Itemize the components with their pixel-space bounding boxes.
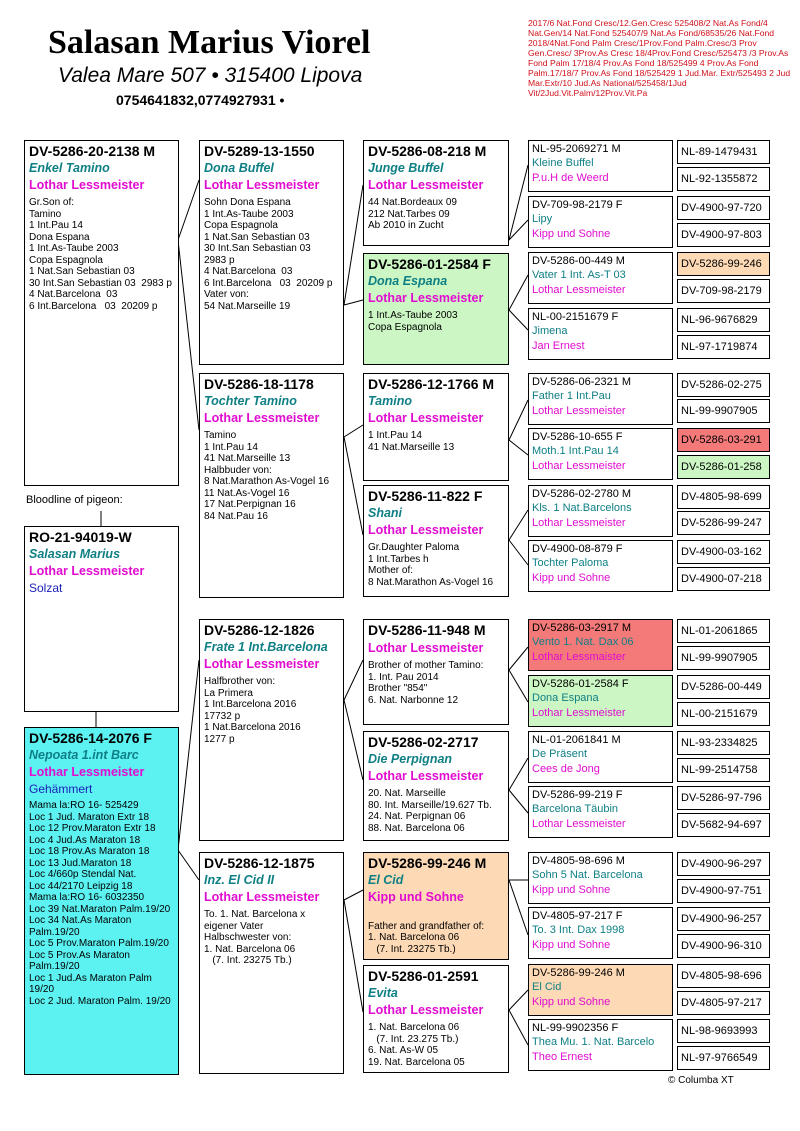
result-line: Gr.Son of: [29,197,75,208]
gen5-ring[interactable]: NL-97-1719874 [677,335,770,359]
result-line: 1 Int.As-Taube 2003 [368,310,458,321]
gen3-results [368,788,504,834]
gen4-card[interactable] [528,373,673,425]
gen4-card[interactable] [528,786,673,838]
result-line: 88. Nat. Barcelona 06 [368,822,465,834]
result-line: Loc 44/2170 Leipzig 18 [29,880,133,892]
gen3-name: Die Perpignan [368,752,453,766]
gen4-name: Kleine Buffel [532,157,594,169]
gen4-name: Sohn 5 Nat. Barcelona [532,869,643,881]
result-line: Loc 12 Prov.Maraton Extr 18 [29,823,156,834]
result-line: 1. Nat. Barcelona 06 [204,943,296,955]
gen3-card[interactable] [363,731,509,841]
result-line: 212 Nat.Tarbes 09 [368,208,450,220]
gen3-name: Shani [368,506,403,520]
result-line: 8 Nat.Marathon As-Vogel 16 [368,576,494,588]
result-line: Loc 1 Jud.As Maraton Palm 19/20 [29,972,155,995]
result-line: Mama la:RO 16- 6032350 [29,892,145,903]
gen3-card[interactable] [363,965,509,1073]
gen4-name: Father 1 Int.Pau [532,390,611,402]
gen4-card[interactable] [528,196,673,248]
gen2-name: Tochter Tamino [204,394,297,408]
gen4-card[interactable] [528,308,673,360]
gen2-results [204,430,339,522]
result-line: Dona Espana [29,231,90,243]
gen5-ring[interactable]: NL-92-1355872 [677,167,770,191]
result-line: Loc 13 Jud.Maraton 18 [29,857,132,869]
gen3-breeder: Lothar Lessmeister [368,1003,484,1017]
gen2-name: Inz. El Cid II [204,873,275,887]
result-line: 41 Nat.Marseille 13 [368,441,455,453]
subject-color: Solzat [29,581,63,595]
gen4-name: Vento 1. Nat. Dax 06 [532,636,634,648]
result-line: Halfbrother von: [204,676,276,687]
gen5-ring[interactable]: DV-4900-03-162 [677,540,770,564]
result-line: 41 Nat.Marseille 13 [204,453,291,464]
gen4-name: Barcelona Täubin [532,803,619,815]
gen4-breeder: Lothar Lessmaister [532,651,626,663]
owner-address: Valea Mare 507 • 315400 Lipova [58,64,363,87]
gen2-name: Frate 1 Int.Barcelona [204,640,328,654]
gen4-breeder: Kipp und Sohne [532,996,611,1008]
result-line: Vater von: [204,289,249,300]
gen5-ring[interactable]: NL-00-2151679 [677,702,770,726]
gen4-name: Kls. 1 Nat.Barcelons [532,502,632,514]
result-line: Loc 34 Nat.As Maraton Palm.19/20 [29,915,135,938]
gen4-breeder: Kipp und Sohne [532,572,611,584]
gen5-ring[interactable]: NL-96-9676829 [677,308,770,332]
gen5-ring[interactable]: NL-97-9766549 [677,1046,770,1070]
result-line: 6 Int.Barcelona 03 20209 p [204,277,333,289]
gen5-ring[interactable]: DV-4805-98-699 [677,485,770,509]
gen4-breeder: Lothar Lessmeister [532,707,626,719]
gen3-breeder: Lothar Lessmeister [368,291,484,305]
gen4-ring: DV-5286-99-246 M [532,967,625,979]
result-line: Loc 5 Prov.As Maraton Palm.19/20 [29,949,133,972]
gen5-ring[interactable]: DV-4900-97-751 [677,879,770,903]
gen3-ring: DV-5286-11-948 M [368,622,486,638]
gen2-card[interactable] [199,852,344,1074]
gen5-ring[interactable]: NL-99-9907905 [677,399,770,423]
gen4-ring: DV-5286-01-2584 F [532,678,629,690]
owner-phone: 0754641832,0774927931 • [116,92,285,108]
result-line: 1 Nat.Barcelona 2016 [204,722,301,733]
gen5-ring[interactable]: NL-89-1479431 [677,140,770,164]
gen4-breeder: Lothar Lessmeister [532,405,626,417]
gen4-card[interactable] [528,964,673,1016]
gen5-ring[interactable]: DV-4805-97-217 [677,991,770,1015]
result-line: Loc 39 Nat.Maraton Palm.19/20 [29,903,171,915]
result-line: (7. Int. 23.275 Tb.) [368,1033,459,1045]
sire-ring: DV-5286-20-2138 M [29,143,156,159]
gen4-ring: DV-4805-97-217 F [532,910,623,922]
gen3-ring: DV-5286-99-246 M [368,855,487,871]
gen2-card[interactable] [199,140,344,365]
gen3-ring: DV-5286-01-2584 F [368,256,491,272]
gen4-breeder: Kipp und Sohne [532,939,611,951]
result-line: Halbschwester von: [204,932,292,943]
gen4-card[interactable] [528,252,673,304]
gen4-card[interactable] [528,907,673,959]
subject-name: Salasan Marius [29,547,121,561]
result-line: 24. Nat. Perpignan 06 [368,811,466,822]
gen4-ring: DV-5286-03-2917 M [532,622,632,634]
gen3-results [368,909,504,955]
gen3-breeder: Lothar Lessmeister [368,769,484,783]
result-line: Copa Espagnola [368,321,442,333]
result-line: 11 Nat.As-Vogel 16 [204,487,290,499]
result-line: 1 Int.Pau 14 [368,430,422,441]
gen3-card[interactable] [363,373,509,481]
result-line: Gr.Daughter Paloma [368,542,460,553]
gen5-ring[interactable]: DV-4900-07-218 [677,567,770,591]
result-line: 6. Nat. Narbonne 12 [368,694,459,706]
gen5-ring[interactable]: NL-99-2514758 [677,758,770,782]
result-line: 1 Int.Pau 14 [29,220,83,231]
gen5-ring[interactable]: DV-5286-97-796 [677,786,770,810]
result-line: 17732 p [204,710,241,722]
result-line: 1 Nat.San Sebastian 03 [204,231,310,243]
result-line: 1277 p [204,733,235,745]
result-line: Loc 18 Prov.As Maraton 18 [29,846,150,857]
gen4-card[interactable] [528,140,673,192]
gen2-breeder: Lothar Lessmeister [204,411,320,425]
gen3-breeder: Lothar Lessmeister [368,178,484,192]
gen3-name: Dona Espana [368,274,448,288]
result-line: Mama la:RO 16- 525429 [29,800,139,811]
gen3-ring: DV-5286-08-218 M [368,143,487,159]
gen3-breeder: Lothar Lessmeister [368,641,484,655]
result-line [368,909,504,921]
result-line: 1 Int.As-Taube 2003 [29,243,119,254]
sire-breeder: Lothar Lessmeister [29,178,145,192]
gen4-name: Vater 1 Int. As-T 03 [532,269,626,281]
result-line: 4 Nat.Barcelona 03 [29,289,118,300]
gen4-ring: DV-5286-00-449 M [532,255,625,267]
result-line: Copa Espagnola [29,254,103,266]
gen4-breeder: Lothar Lessmeister [532,284,626,296]
gen4-ring: NL-95-2069271 M [532,143,621,155]
dam-breeder: Lothar Lessmeister [29,765,145,779]
result-line: 44 Nat.Bordeaux 09 [368,197,457,208]
gen3-card[interactable] [363,619,509,725]
result-line: 19. Nat. Barcelona 05 [368,1056,465,1068]
result-line: Tamino [29,208,62,220]
gen4-card[interactable] [528,852,673,904]
result-line: 54 Nat.Marseille 19 [204,300,291,312]
dam-color: Gehämmert [29,782,93,796]
gen5-ring[interactable]: DV-5286-02-275 [677,373,770,397]
result-line: Tamino [204,430,237,441]
result-line: To. 1. Nat. Barcelona x [204,909,306,920]
result-line: 80. Int. Marseille/19.627 Tb. [368,799,492,811]
sire-results [29,197,174,312]
gen4-name: Dona Espana [532,692,599,704]
result-line: 30 Int.San Sebastian 03 2983 p [29,277,172,289]
gen3-results [368,1022,504,1068]
subject-card[interactable] [24,526,179,712]
result-line: Loc 2 Jud. Maraton Palm. 19/20 [29,995,171,1007]
gen4-name: El Cid [532,981,562,993]
gen5-ring[interactable]: DV-4900-96-257 [677,907,770,931]
result-line: 84 Nat.Pau 16 [204,510,268,522]
result-line: Loc 1 Jud. Maraton Extr 18 [29,811,150,823]
result-line: 2983 p [204,254,235,266]
bloodline-label: Bloodline of pigeon: [26,494,123,506]
gen5-ring[interactable]: NL-99-9907905 [677,646,770,670]
gen4-card[interactable] [528,540,673,592]
result-line: (7. Int. 23275 Tb.) [368,943,456,955]
result-line: 1 Nat.San Sebastian 03 [29,266,135,277]
gen4-ring: DV-4900-08-879 F [532,543,623,555]
gen4-ring: DV-4805-98-696 M [532,855,625,867]
gen4-name: Moth.1 Int.Pau 14 [532,445,619,457]
gen4-name: Lipy [532,213,553,225]
gen4-card[interactable] [528,731,673,783]
gen2-card[interactable] [199,619,344,841]
gen4-card[interactable] [528,675,673,727]
gen4-breeder: P.u.H de Weerd [532,172,609,184]
gen4-ring: DV-5286-06-2321 M [532,376,632,388]
gen5-ring[interactable]: DV-5286-01-258 [677,455,770,479]
gen5-ring[interactable]: DV-5286-99-246 [677,252,770,276]
gen3-breeder: Kipp und Sohne [368,890,464,904]
gen4-ring: DV-709-98-2179 F [532,199,623,211]
dam-results [29,800,174,1007]
gen2-card[interactable] [199,373,344,598]
gen2-results [204,676,339,745]
gen5-ring[interactable]: DV-4900-97-803 [677,223,770,247]
sire-name: Enkel Tamino [29,161,110,175]
gen3-ring: DV-5286-01-2591 [368,968,479,984]
result-line: 4 Nat.Barcelona 03 [204,266,293,277]
gen5-ring[interactable]: DV-709-98-2179 [677,279,770,303]
gen3-name: Junge Buffel [368,161,444,175]
result-line: eigener Vater [204,920,264,932]
gen4-breeder: Cees de Jong [532,763,600,775]
result-line: Loc 4/660p Stendal Nat. [29,869,137,880]
gen5-ring[interactable]: NL-98-9693993 [677,1019,770,1043]
gen3-ring: DV-5286-11-822 F [368,488,483,504]
result-line: 1 Int.Tarbes h [368,553,429,565]
gen2-breeder: Lothar Lessmeister [204,890,320,904]
gen4-card[interactable] [528,1019,673,1071]
result-line: Halbbuder von: [204,464,272,476]
gen4-breeder: Lothar Lessmeister [532,818,626,830]
gen4-ring: DV-5286-10-655 F [532,431,623,443]
result-line: Mother of: [368,565,414,576]
gen5-ring[interactable]: NL-01-2061865 [677,619,770,643]
gen4-card[interactable] [528,485,673,537]
result-line: 1 Int.As-Taube 2003 [204,208,294,220]
result-line: 8 Nat.Marathon As-Vogel 16 [204,476,330,487]
gen4-ring: DV-5286-02-2780 M [532,488,632,500]
result-line: 20. Nat. Marseille [368,788,446,799]
copyright-note: © Columba XT [668,1075,734,1086]
gen4-ring: NL-01-2061841 M [532,734,621,746]
gen3-ring: DV-5286-12-1766 M [368,376,495,392]
gen2-name: Dona Buffel [204,161,274,175]
result-line: Brother of mother Tamino: [368,660,484,671]
gen3-card[interactable] [363,140,509,246]
dam-ring: DV-5286-14-2076 F [29,730,152,746]
result-line: 1. Nat. Barcelona 06 [368,932,460,943]
gen3-ring: DV-5286-02-2717 [368,734,479,750]
subject-breeder: Lothar Lessmeister [29,564,145,578]
gen4-breeder: Kipp und Sohne [532,228,611,240]
gen4-name: To. 3 Int. Dax 1998 [532,924,625,936]
gen5-ring[interactable]: DV-4900-96-310 [677,934,770,958]
gen2-results [204,909,339,967]
gen2-ring: DV-5289-13-1550 [204,143,315,159]
results-note: 2017/6 Nat.Fond Cresc/12.Gen.Cresc 525408/2 Nat.As Fond/4 Nat.Gen/14 Nat.Fond 525407/9 Nat.As Fond/68535/26 Nat.Fond 2018/4Nat.Fond Palm Cresc/1Prov.Fond Palm.Cresc/3 Prov Gen.Cresc/ 3Prov.As Cresc 18/4Prov.Fond Cresc/525473 /3 Prov.As Fond Palm 17/18/4 Prov.As Fond 18/525499 4 Prov.As Fond Palm.17/18/7 Prov.As Fond 18/525429 1 Jud.Mar. Extr/525493 2 Jud Mar.Extr/10 Jud.As National/525458/1Jud Vit/2Jud.Vit.Palm/12Prov.Vit.Pa [528,18,791,98]
result-line: 1 Int.Barcelona 2016 [204,699,297,710]
gen3-results [368,310,504,333]
gen5-ring[interactable]: DV-4900-96-297 [677,852,770,876]
gen5-ring[interactable]: DV-5286-00-449 [677,675,770,699]
result-line: 17 Nat.Perpignan 16 [204,499,296,510]
gen4-name: Thea Mu. 1. Nat. Barcelo [532,1036,655,1048]
gen2-ring: DV-5286-12-1875 [204,855,315,871]
result-line: La Primera [204,687,253,699]
result-line: Loc 5 Prov.Maraton Palm.19/20 [29,938,169,949]
dam-card[interactable] [24,727,179,1075]
gen3-results [368,660,504,706]
gen3-name: El Cid [368,873,404,887]
result-line: Ab 2010 in Zucht [368,220,444,231]
result-line: Copa Espagnola [204,220,278,231]
result-line: 30 Int.San Sebastian 03 [204,243,311,254]
gen3-results [368,430,504,453]
result-line: 1. Nat. Barcelona 06 [368,1022,460,1033]
gen4-ring: NL-00-2151679 F [532,311,619,323]
result-line: Father and grandfather of: [368,920,485,932]
gen4-ring: NL-99-9902356 F [532,1022,619,1034]
gen2-breeder: Lothar Lessmeister [204,657,320,671]
gen4-name: De Präsent [532,748,588,760]
gen5-ring[interactable]: NL-93-2334825 [677,731,770,755]
result-line: Loc 4 Jud.As Maraton 18 [29,834,141,846]
gen3-results [368,542,504,588]
gen4-card[interactable] [528,428,673,480]
gen3-name: Evita [368,986,398,1000]
gen5-ring[interactable]: DV-5682-94-697 [677,813,770,837]
gen3-breeder: Lothar Lessmeister [368,411,484,425]
gen2-ring: DV-5286-12-1826 [204,622,315,638]
gen3-name: Tamino [368,394,412,408]
gen4-ring: DV-5286-99-219 F [532,789,623,801]
gen4-breeder: Lothar Lessmeister [532,517,626,529]
gen2-results [204,197,339,312]
gen3-card[interactable] [363,485,509,597]
result-line: Brother "854" [368,683,428,694]
result-line: 1 Int.Pau 14 [204,441,258,453]
gen3-breeder: Lothar Lessmeister [368,523,484,537]
gen4-breeder: Lothar Lessmeister [532,460,626,472]
gen2-ring: DV-5286-18-1178 [204,376,314,392]
gen3-card[interactable] [363,852,509,960]
result-line: 1. Int. Pau 2014 [368,671,439,683]
gen4-breeder: Jan Ernest [532,340,585,352]
page-title: Salasan Marius Viorel [48,24,371,61]
gen3-card[interactable] [363,253,509,365]
gen5-ring[interactable]: DV-5286-03-291 [677,428,770,452]
gen5-ring[interactable]: DV-4805-98-696 [677,964,770,988]
result-line: (7. Int. 23275 Tb.) [204,955,292,966]
gen4-card[interactable] [528,619,673,671]
gen2-breeder: Lothar Lessmeister [204,178,320,192]
gen5-ring[interactable]: DV-5286-99-247 [677,511,770,535]
gen4-breeder: Kipp und Sohne [532,884,611,896]
result-line: 6. Nat. As-W 05 [368,1045,439,1056]
sire-card[interactable] [24,140,179,486]
gen3-results [368,197,504,232]
gen4-name: Jimena [532,325,568,337]
dam-name: Nepoata 1.int Barc [29,748,139,762]
gen5-ring[interactable]: DV-4900-97-720 [677,196,770,220]
gen4-breeder: Theo Ernest [532,1051,592,1063]
subject-ring: RO-21-94019-W [29,529,132,545]
result-line: Sohn Dona Espana [204,197,291,208]
gen4-name: Tochter Paloma [532,557,609,569]
result-line: 6 Int.Barcelona 03 20209 p [29,300,158,312]
